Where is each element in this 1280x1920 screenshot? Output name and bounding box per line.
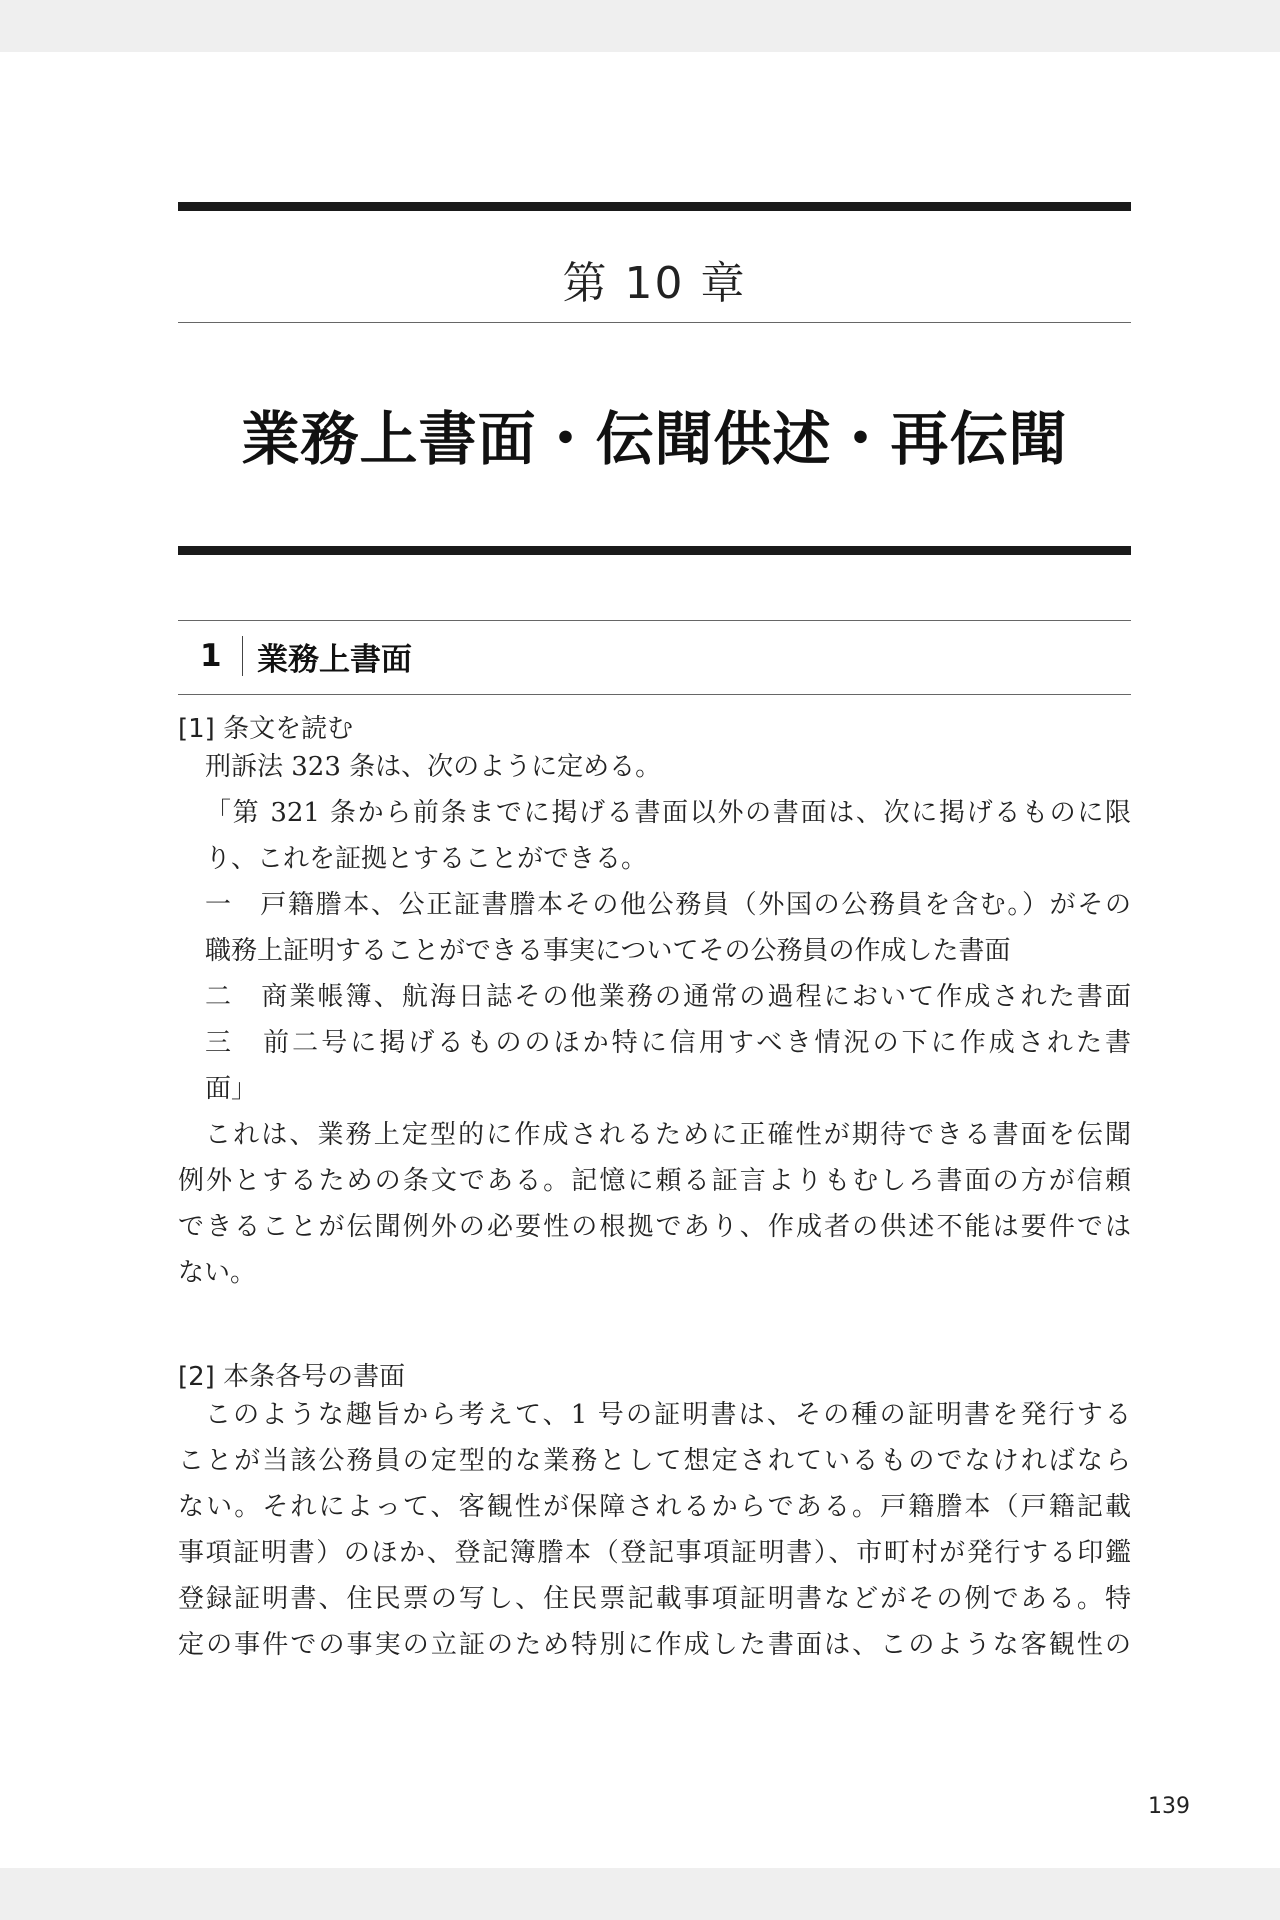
body-line: 「第 321 条から前条までに掲げる書面以外の書面は、次に掲げるものに限 [205,798,1131,828]
body-line: 例外とするための条文である。記憶に頼る証言よりもむしろ書面の方が信頼 [178,1166,1131,1196]
book-page [0,52,1280,1868]
body-line: このような趣旨から考えて、1 号の証明書は、その種の証明書を発行する [205,1400,1131,1430]
section-bottom-rule [178,694,1131,695]
body-line: り、これを証拠とすることができる。 [205,844,648,874]
section-number: 1 [200,638,222,674]
section-top-rule [178,620,1131,621]
body-line: できることが伝聞例外の必要性の根拠であり、作成者の供述不能は要件では [178,1212,1131,1242]
chapter-number: 第 10 章 [562,258,747,309]
body-line: 二 商業帳簿、航海日誌その他業務の通常の過程において作成された書面 [205,982,1131,1012]
section-divider [242,636,243,676]
body-line: 定の事件での事実の立証のため特別に作成した書面は、このような客観性の [178,1630,1131,1660]
section-heading [200,634,412,678]
section-title: 業務上書面 [257,641,412,678]
body-line: これは、業務上定型的に作成されるために正確性が期待できる書面を伝聞 [205,1120,1131,1150]
body-line: 一 戸籍謄本、公正証書謄本その他公務員（外国の公務員を含む。）がその [205,890,1131,920]
body-line: 三 前二号に掲げるもののほか特に信用すべき情況の下に作成された書 [205,1028,1131,1058]
body-line: ことが当該公務員の定型的な業務として想定されているものでなければなら [178,1446,1131,1476]
page-number: 139 [1148,1794,1190,1819]
chapter-divider [178,322,1131,323]
body-line: 登録証明書、住民票の写し、住民票記載事項証明書などがその例である。特 [178,1584,1131,1614]
subsection-heading-2: [2] 本条各号の書面 [178,1362,406,1392]
body-line: 事項証明書）のほか、登記簿謄本（登記事項証明書）、市町村が発行する印鑑 [178,1538,1131,1568]
chapter-title: 業務上書面・伝聞供述・再伝聞 [241,405,1068,473]
body-line: ない。それによって、客観性が保障されるからである。戸籍謄本（戸籍記載 [178,1492,1131,1522]
chapter-bottom-rule [178,546,1131,555]
body-line: ない。 [178,1258,257,1288]
subsection-heading-1: [1] 条文を読む [178,714,354,744]
body-line: 職務上証明することができる事実についてその公務員の作成した書面 [205,936,1011,966]
body-line: 刑訴法 323 条は、次のように定める。 [205,752,662,782]
chapter-top-rule [178,202,1131,211]
body-line: 面」 [205,1074,258,1104]
